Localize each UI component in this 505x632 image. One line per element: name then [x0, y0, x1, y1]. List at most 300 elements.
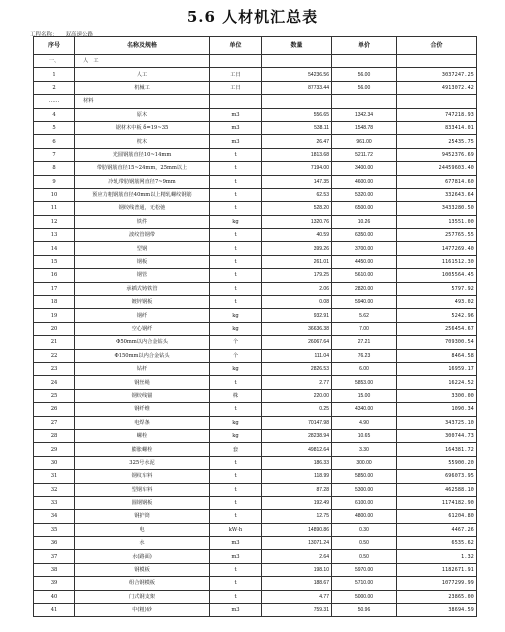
cell-total: 38694.59 [397, 604, 477, 617]
cell-price: 5710.00 [332, 577, 397, 590]
cell-name: 钢绞线普通，无松弛 [75, 202, 210, 215]
cell-price: 27.21 [332, 336, 397, 349]
table-row [34, 135, 477, 148]
table-row [34, 416, 477, 429]
header-name: 名称及规格 [75, 37, 210, 55]
cell-name: 门式钢支架 [75, 590, 210, 603]
table-row [34, 282, 477, 295]
cell-no: 13 [34, 229, 75, 242]
cell-no: 2 [34, 81, 75, 94]
cell-name: 325号水泥 [75, 456, 210, 469]
cell-price: 15.00 [332, 389, 397, 402]
table-row [34, 296, 477, 309]
cell-unit: t [210, 403, 262, 416]
cell-qty: 2.06 [262, 282, 332, 295]
cell-total: 24459603.40 [397, 162, 477, 175]
project-label: 工程名称： [30, 32, 58, 38]
cell-unit: kg [210, 309, 262, 322]
cell-name: Φ150mm以内合金钻头 [75, 349, 210, 362]
cell-qty: 7194.00 [262, 162, 332, 175]
cell-price: 5970.00 [332, 563, 397, 576]
table-row [34, 376, 477, 389]
cell-no: 17 [34, 282, 75, 295]
cell-qty: 188.67 [262, 577, 332, 590]
cell-name: 波纹管钢带 [75, 229, 210, 242]
cell-total: 833414.01 [397, 121, 477, 134]
cell-total: 8464.58 [397, 349, 477, 362]
cell-price: 6100.00 [332, 496, 397, 509]
cell-no: 12 [34, 215, 75, 228]
cell-unit: kW·h [210, 523, 262, 536]
cell-unit: m3 [210, 604, 262, 617]
cell-name: 预应力粗钢筋直径40mm以上精轧螺纹钢筋 [75, 188, 210, 201]
cell-price: 6.00 [332, 362, 397, 375]
cell-unit: t [210, 162, 262, 175]
cell-price: 5850.00 [332, 470, 397, 483]
cell-price: 3.30 [332, 443, 397, 456]
table-row [34, 349, 477, 362]
cell-name: 承插式铸铁管 [75, 282, 210, 295]
cell-total: 493.02 [397, 296, 477, 309]
cell-price: 4340.00 [332, 403, 397, 416]
cell-unit: m3 [210, 108, 262, 121]
cell-qty: 4.77 [262, 590, 332, 603]
cell-unit: kg [210, 429, 262, 442]
cell-qty: 1813.68 [262, 148, 332, 161]
cell-no: 11 [34, 202, 75, 215]
table-row [34, 336, 477, 349]
cell-total: 257765.55 [397, 229, 477, 242]
table-row [34, 510, 477, 523]
cell-no: 32 [34, 483, 75, 496]
cell-price: 300.00 [332, 456, 397, 469]
cell-total: 300744.73 [397, 429, 477, 442]
cell-qty: 932.91 [262, 309, 332, 322]
cell-qty: 49812.64 [262, 443, 332, 456]
cell-unit: kg [210, 416, 262, 429]
table-row [34, 443, 477, 456]
cell-qty: 528.20 [262, 202, 332, 215]
cell-unit: 套 [210, 443, 262, 456]
cell-no: 10 [34, 188, 75, 201]
cell-total: 3300.00 [397, 389, 477, 402]
cell-name: 型钢 [75, 242, 210, 255]
cell-total: 4913072.42 [397, 81, 477, 94]
cell-price: 3400.00 [332, 162, 397, 175]
table-row [34, 523, 477, 536]
cell-no: 19 [34, 309, 75, 322]
cell-total: 5242.96 [397, 309, 477, 322]
table-row [34, 577, 477, 590]
cell-price: 2820.00 [332, 282, 397, 295]
cell-name: 空心钢纤 [75, 322, 210, 335]
table-row [34, 322, 477, 335]
table-row [34, 229, 477, 242]
cell-no: 4 [34, 108, 75, 121]
cell-total: 332643.64 [397, 188, 477, 201]
cell-price: 50.96 [332, 604, 397, 617]
cell-qty: 26067.64 [262, 336, 332, 349]
cell-no: 39 [34, 577, 75, 590]
cell-qty: 198.10 [262, 563, 332, 576]
cell-price: 0.30 [332, 523, 397, 536]
cell-name: 钢纹车料 [75, 470, 210, 483]
cell-name: 枕木 [75, 135, 210, 148]
cell-name: 钢绞线锚 [75, 389, 210, 402]
cell-no: 7 [34, 148, 75, 161]
cell-qty: 12.75 [262, 510, 332, 523]
table-row [34, 389, 477, 402]
cell-price: 961.00 [332, 135, 397, 148]
table-row [34, 188, 477, 201]
cell-qty: 1320.76 [262, 215, 332, 228]
table-row [34, 202, 477, 215]
cell-qty: 538.11 [262, 121, 332, 134]
cell-qty [262, 95, 332, 108]
cell-unit: t [210, 188, 262, 201]
cell-name: 原木 [75, 108, 210, 121]
cell-price: 0.50 [332, 550, 397, 563]
cell-no: 9 [34, 175, 75, 188]
cell-unit: m3 [210, 135, 262, 148]
cell-unit: t [210, 282, 262, 295]
cell-price: 1548.78 [332, 121, 397, 134]
cell-price: 6500.00 [332, 202, 397, 215]
cell-no: 1 [34, 68, 75, 81]
cell-unit: t [210, 175, 262, 188]
table-row [34, 148, 477, 161]
cell-qty: 87733.44 [262, 81, 332, 94]
cell-total: 164381.72 [397, 443, 477, 456]
cell-total: 3037247.25 [397, 68, 477, 81]
cell-name: 组合钢模板 [75, 577, 210, 590]
cell-no: 8 [34, 162, 75, 175]
cell-price: 56.00 [332, 81, 397, 94]
cell-unit: m3 [210, 537, 262, 550]
cell-no: 27 [34, 416, 75, 429]
cell-qty: 26.47 [262, 135, 332, 148]
cell-qty: 2.64 [262, 550, 332, 563]
table-row [34, 68, 477, 81]
cell-qty [262, 55, 332, 68]
cell-unit: t [210, 563, 262, 576]
cell-name: 圆钢钢板 [75, 496, 210, 509]
cell-qty: 147.35 [262, 175, 332, 188]
cell-qty: 0.08 [262, 296, 332, 309]
cell-no: 15 [34, 255, 75, 268]
summary-table [33, 36, 477, 617]
cell-no: 26 [34, 403, 75, 416]
cell-total: 1077299.99 [397, 577, 477, 590]
cell-price: 6350.00 [332, 229, 397, 242]
cell-total: 1005564.45 [397, 269, 477, 282]
cell-no: 16 [34, 269, 75, 282]
cell-qty: 186.33 [262, 456, 332, 469]
cell-total: 16224.52 [397, 376, 477, 389]
cell-unit: 株 [210, 389, 262, 402]
cell-unit: t [210, 496, 262, 509]
cell-unit: t [210, 510, 262, 523]
cell-qty: 261.01 [262, 255, 332, 268]
cell-price: 1342.34 [332, 108, 397, 121]
cell-qty: 2.77 [262, 376, 332, 389]
cell-qty: 70147.98 [262, 416, 332, 429]
cell-price: 56.00 [332, 68, 397, 81]
table-row [34, 55, 477, 68]
cell-name: 电焊条 [75, 416, 210, 429]
cell-unit: t [210, 148, 262, 161]
cell-total [397, 55, 477, 68]
cell-total: 343725.10 [397, 416, 477, 429]
cell-name: 钢丝绳 [75, 376, 210, 389]
cell-price: 5.62 [332, 309, 397, 322]
cell-qty: 40.59 [262, 229, 332, 242]
cell-name: 钢板 [75, 255, 210, 268]
cell-name: 水(路面) [75, 550, 210, 563]
cell-price: 5853.00 [332, 376, 397, 389]
cell-unit: m3 [210, 121, 262, 134]
cell-name: 钢护筒 [75, 510, 210, 523]
cell-name: 材料 [75, 95, 210, 108]
cell-price: 7.00 [332, 322, 397, 335]
cell-no: 28 [34, 429, 75, 442]
header-qty: 数量 [262, 37, 332, 55]
cell-price: 5000.00 [332, 590, 397, 603]
cell-total: 23865.00 [397, 590, 477, 603]
cell-name: 型钢车料 [75, 483, 210, 496]
cell-total: 747218.93 [397, 108, 477, 121]
cell-total: 677814.60 [397, 175, 477, 188]
cell-no: 33 [34, 496, 75, 509]
table-row [34, 255, 477, 268]
cell-qty: 28238.94 [262, 429, 332, 442]
table-row [34, 269, 477, 282]
cell-total: 1161512.30 [397, 255, 477, 268]
cell-total: 6535.62 [397, 537, 477, 550]
cell-name: 中(粗)砂 [75, 604, 210, 617]
cell-total: 1477269.40 [397, 242, 477, 255]
table-row [34, 362, 477, 375]
cell-no: 20 [34, 322, 75, 335]
cell-total: 4467.26 [397, 523, 477, 536]
table-row [34, 162, 477, 175]
cell-unit: t [210, 255, 262, 268]
cell-unit [210, 95, 262, 108]
cell-name: 冷轧带肋钢筋网直径7~9mm [75, 175, 210, 188]
cell-qty: 192.49 [262, 496, 332, 509]
table-row [34, 108, 477, 121]
cell-price: 4600.00 [332, 175, 397, 188]
cell-no: 36 [34, 537, 75, 550]
cell-unit: t [210, 269, 262, 282]
cell-unit: 工日 [210, 68, 262, 81]
cell-total: 9452376.69 [397, 148, 477, 161]
cell-qty: 54236.56 [262, 68, 332, 81]
cell-name: 钻杆 [75, 362, 210, 375]
cell-price: 4450.00 [332, 255, 397, 268]
cell-qty: 759.31 [262, 604, 332, 617]
cell-no: 37 [34, 550, 75, 563]
cell-unit: kg [210, 362, 262, 375]
cell-no: 18 [34, 296, 75, 309]
cell-unit: 个 [210, 336, 262, 349]
cell-unit: t [210, 296, 262, 309]
cell-no: 24 [34, 376, 75, 389]
header-unit: 单位 [210, 37, 262, 55]
cell-unit: t [210, 242, 262, 255]
cell-unit: t [210, 577, 262, 590]
table-row [34, 496, 477, 509]
cell-qty: 0.25 [262, 403, 332, 416]
cell-no: 38 [34, 563, 75, 576]
table-row [34, 95, 477, 108]
cell-total: 61204.80 [397, 510, 477, 523]
table-row [34, 403, 477, 416]
cell-unit [210, 55, 262, 68]
cell-unit: m3 [210, 550, 262, 563]
cell-no: …… [34, 95, 75, 108]
cell-name: 钢纤维 [75, 403, 210, 416]
cell-name: 带肋钢筋直径15~24mm，25mm以上 [75, 162, 210, 175]
cell-name: 锯材木中板 δ=19~35 [75, 121, 210, 134]
table-header-row [34, 37, 477, 55]
cell-unit: t [210, 229, 262, 242]
cell-no: 30 [34, 456, 75, 469]
table-row [34, 456, 477, 469]
cell-name: 电 [75, 523, 210, 536]
cell-name: 光圆钢筋直径10~14mm [75, 148, 210, 161]
cell-price: 3700.00 [332, 242, 397, 255]
cell-qty: 118.99 [262, 470, 332, 483]
cell-qty: 111.04 [262, 349, 332, 362]
table-row [34, 242, 477, 255]
cell-no: 35 [34, 523, 75, 536]
cell-name: 螺栓 [75, 429, 210, 442]
table-row [34, 81, 477, 94]
cell-price: 4.90 [332, 416, 397, 429]
table-row [34, 550, 477, 563]
cell-qty: 14890.86 [262, 523, 332, 536]
table-row [34, 121, 477, 134]
table-row [34, 590, 477, 603]
cell-total: 1174182.90 [397, 496, 477, 509]
cell-price [332, 55, 397, 68]
cell-price: 5300.00 [332, 483, 397, 496]
cell-price: 5610.00 [332, 269, 397, 282]
cell-no: 23 [34, 362, 75, 375]
header-no: 序号 [34, 37, 75, 55]
cell-price: 76.23 [332, 349, 397, 362]
cell-price: 4800.00 [332, 510, 397, 523]
cell-total: 25435.75 [397, 135, 477, 148]
cell-price: 5940.00 [332, 296, 397, 309]
cell-name: 机械工 [75, 81, 210, 94]
table-row [34, 429, 477, 442]
cell-name: Φ50mm以内合金钻头 [75, 336, 210, 349]
table-row [34, 309, 477, 322]
table-row [34, 215, 477, 228]
cell-total: 462588.10 [397, 483, 477, 496]
cell-name: 水 [75, 537, 210, 550]
cell-no: 31 [34, 470, 75, 483]
page-title: 5.6 人材机汇总表 [186, 8, 319, 26]
cell-unit: t [210, 376, 262, 389]
cell-unit: kg [210, 322, 262, 335]
table-row [34, 483, 477, 496]
table-row [34, 604, 477, 617]
cell-unit: 个 [210, 349, 262, 362]
cell-qty: 87.28 [262, 483, 332, 496]
cell-price: 5320.00 [332, 188, 397, 201]
cell-name: 钢管 [75, 269, 210, 282]
cell-no: 34 [34, 510, 75, 523]
cell-name: 膨胀螺栓 [75, 443, 210, 456]
cell-no: 41 [34, 604, 75, 617]
cell-qty: 2826.53 [262, 362, 332, 375]
table-row [34, 563, 477, 576]
cell-price: 10.26 [332, 215, 397, 228]
cell-unit: t [210, 483, 262, 496]
cell-qty: 179.25 [262, 269, 332, 282]
cell-price: 5211.72 [332, 148, 397, 161]
cell-unit: t [210, 456, 262, 469]
cell-total: 5797.92 [397, 282, 477, 295]
cell-price: 10.65 [332, 429, 397, 442]
cell-unit: t [210, 202, 262, 215]
cell-name: 钢纤 [75, 309, 210, 322]
header-price: 单价 [332, 37, 397, 55]
table-row [34, 537, 477, 550]
cell-qty: 13071.24 [262, 537, 332, 550]
cell-name: 人工 [75, 68, 210, 81]
cell-total: 1.32 [397, 550, 477, 563]
cell-no: 6 [34, 135, 75, 148]
cell-no: 29 [34, 443, 75, 456]
cell-name: 镀锌钢板 [75, 296, 210, 309]
cell-no: 22 [34, 349, 75, 362]
header-total: 合价 [397, 37, 477, 55]
cell-total: 13551.00 [397, 215, 477, 228]
cell-qty: 36636.38 [262, 322, 332, 335]
cell-unit: t [210, 470, 262, 483]
project-value: 双高速公路 [65, 32, 94, 38]
cell-name: 钢模板 [75, 563, 210, 576]
cell-price [332, 95, 397, 108]
cell-no: 一、 [34, 55, 75, 68]
cell-qty: 556.65 [262, 108, 332, 121]
cell-unit: 工日 [210, 81, 262, 94]
cell-total: 3433280.50 [397, 202, 477, 215]
cell-qty: 62.53 [262, 188, 332, 201]
table-row [34, 175, 477, 188]
cell-qty: 399.26 [262, 242, 332, 255]
cell-name: 人 工 [75, 55, 210, 68]
cell-qty: 220.00 [262, 389, 332, 402]
cell-no: 14 [34, 242, 75, 255]
cell-total: 696073.95 [397, 470, 477, 483]
cell-total: 709300.54 [397, 336, 477, 349]
cell-no: 21 [34, 336, 75, 349]
cell-total [397, 95, 477, 108]
cell-no: 5 [34, 121, 75, 134]
cell-total: 16959.17 [397, 362, 477, 375]
cell-total: 1182671.91 [397, 563, 477, 576]
cell-no: 25 [34, 389, 75, 402]
cell-unit: t [210, 590, 262, 603]
cell-total: 55900.20 [397, 456, 477, 469]
cell-no: 40 [34, 590, 75, 603]
cell-name: 铁件 [75, 215, 210, 228]
